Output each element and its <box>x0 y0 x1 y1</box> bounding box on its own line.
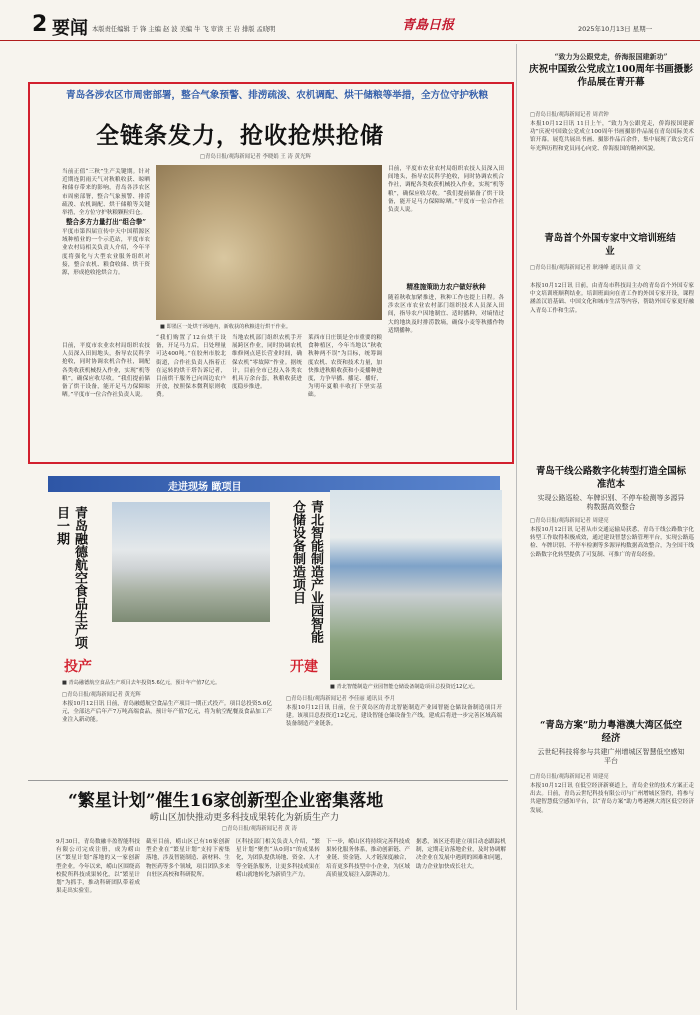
sidebar-a4-subhead: 云世纪科技将参与共建广州增城区智慧低空感知平台 <box>537 748 685 765</box>
project-left-photo <box>112 502 270 622</box>
newspaper-logo: 青島日报 <box>402 18 455 33</box>
feature-banner-label: 走进现场 瞰项目 <box>168 482 242 493</box>
lead-col-1: 当前正值“三秋”生产关键期。针对近期连阴雨天气对秋粮收获、晾晒和储存带来的影响，青岛各涉农区市周密部署，整合气象预警、排涝疏浚、农机调配、烘干储粮等关键举措，全方位守护秋粮颗粒归仓。 <box>62 169 150 217</box>
sidebar-a4-text: 本报10月12日讯 在低空经济新赛道上，青岛企业的技术方案正走出去。日前，青岛云世纪科技有限公司与广州增城区签约，将参与共建智慧低空感知平台，以“青岛方案”助力粤港澳大湾区低空经济发展。 <box>530 783 694 814</box>
sidebar-a4-byline: □青岛日报/观海新闻记者 周建亮 <box>530 774 609 780</box>
bottom-headline: “繁星计划”催生16家创新型企业密集落地 <box>68 791 384 811</box>
editor-credits: 本版责任编辑 于 锋 主编 赵 波 美编 牛 飞 审读 王 岩 排版 孟晓明 <box>92 26 276 33</box>
sidebar-a3-subhead: 实现公路巡检、车牌识别、不停车检测等多源异构数据高效整合 <box>537 494 685 511</box>
lead-headline: 全链条发力，抢收抢烘抢储 <box>96 122 384 149</box>
sidebar-rule <box>516 44 517 1010</box>
bottom-col-1: 9月30日，青岛数融丰盈智能科技有限公司完成注册，成为崂山区“繁星计划”落地的又一家创新型企业。今年以来，崂山区围绕高校院所科技成果转化，以“繁星计划”为抓手，推动科研团队带着成果走出实验室。 <box>56 839 140 895</box>
lead-subhead-2: 精准施策助力农户做好秋种 <box>406 283 486 291</box>
page-number: 2 <box>32 12 48 37</box>
project-right-photo <box>330 490 502 680</box>
bottom-divider <box>28 780 508 781</box>
lead-col-4: 莱西市日庄镇是全市重要的粮食种植区，今年当地以“秋收秋种两不误”为目标，统筹调度农机、农资和技术力量，加快推进秋粮收获和小麦播种进度，力争早播、播足、播好，为明年夏粮丰收打下坚实基础。 <box>308 335 382 399</box>
project-right-byline: □青岛日报/观海新闻记者 李佳丽 通讯员 李月 <box>286 696 396 702</box>
sidebar-a2-byline: □青岛日报/观海新闻记者 耿翊峰 通讯员 薛 文 <box>530 265 641 271</box>
project-right-caption: ■ 青北智能制造产业园智能仓储设备制造项目总投资近12亿元。 <box>330 684 479 690</box>
lead-col-3: 当地农机部门组织农机手开展跨区作业，同时协调农机维修网点延长营业时间，确保农机“零故障”作业。据统计，目前全市已投入各类农机具万余台套，秋粮收获进度稳步推进。 <box>232 335 302 391</box>
bottom-byline: □青岛日报/观海新闻记者 黄 涛 <box>222 826 298 832</box>
lead-photo-caption: ■ 即墨区一处烘干场地内，新收获的秋粮进行烘干作业。 <box>160 324 292 330</box>
project-right-title: 青北智能制造产业园智能仓储设备制造项目 <box>290 500 323 643</box>
lead-byline: □青岛日报/观海新闻记者 李晓娟 王 涛 黄光辉 <box>200 154 311 160</box>
bottom-col-2: 截至目前，崂山区已有16家创新型企业在“繁星计划”支持下密集落地，涉及智能制造、新材料、生物医药等多个领域，项目团队多来自驻区高校和科研院所。 <box>146 839 230 878</box>
project-left-byline: □青岛日报/观海新闻记者 黄光辉 <box>62 692 141 698</box>
lead-kicker: 青岛各涉农区市周密部署，整合气象预警、排涝疏浚、农机调配、烘干储粮等举措，全方位守护秋粮 <box>66 90 489 101</box>
bottom-col-5: 据悉，该区还将建立项目动态跟踪机制，定期走访落地企业，及时协调解决企业在发展中遇到的困难和问题，助力企业加快成长壮大。 <box>416 839 506 870</box>
sidebar-a2-headline: 青岛首个外国专家中文培训班结业 <box>544 233 676 257</box>
lead-col-6: 随着秋收加紧推进，秋种工作也提上日程。各涉农区市农业农村部门组织技术人员深入田间，指导农户因地制宜、适时播种，对墒情过大的地块及时排涝散墒，确保小麦等秋播作物适期播种。 <box>388 295 504 334</box>
project-right-text: 本报10月12日讯 日前，位于黄岛区的青北智能制造产业园智能仓储设备制造项目开建。该项目总投资近12亿元，建设智能仓储设备生产线，建成后将进一步完善区域高端装备制造产业链条。 <box>286 705 502 728</box>
sidebar-a3-byline: □青岛日报/观海新闻记者 周建亮 <box>530 518 609 524</box>
project-left-title: 青岛融德航空食品生产项目一期 <box>54 506 87 649</box>
lead-col-2: “我们购置了12台烘干设备，开足马力后，日处理量可达400吨。”在胶州市胶北街道，合作社负责人指着正在运转的烘干塔告诉记者，目前烘干服务已向周边农户开放，按照保本微利原则收费。 <box>156 335 226 399</box>
sidebar-a2-text: 本报10月12日讯 日前，由青岛市科技局主办的青岛首个外国专家中文培训班顺利结业。培训班面向在青工作的外国专家开设，课程涵盖汉语基础、中国文化和城市生活等内容，帮助外国专家更好融入青岛工作和生活。 <box>530 283 694 314</box>
project-left-text: 本报10月12日讯 日前，青岛融德航空食品生产项目一期正式投产。项目总投资5.6亿元，全部达产后年产7万吨高端食品，预计年产值7亿元，将为航空配餐及食品加工产业注入新动能。 <box>62 701 272 724</box>
bottom-subhead: 崂山区加快推动更多科技成果转化为新质生产力 <box>150 813 340 823</box>
bottom-col-4: 下一步，崂山区将持续完善科技成果转化服务体系，推动创新链、产业链、资金链、人才链深度融合，培育更多科技型中小企业，为区域高质量发展注入澎湃动力。 <box>326 839 410 878</box>
sidebar-a1-text: 本报10月12日讯 11日上午，“致力为公跟党走，侨海报国建新功”庆祝中国致公党成立100周年书画摄影作品展在青岛国际美术馆开幕。展览共展出书画、摄影作品百余件，集中展现了致公党百年光辉历程和党员同心向党、侨海报国的精神风貌。 <box>530 121 694 152</box>
sidebar-a3-text: 本报10月12日讯 记者从市交通运输局获悉，青岛干线公路数字化转型工作取得积极成效，通过建设智慧公路管理平台，实现公路巡检、车牌识别、不停车检测等多源异构数据高效整合，为全国干线公路数字化转型提供了可复制、可推广的青岛经验。 <box>530 527 694 558</box>
lead-col-1b: 平度市第四届宣传中天中国稻源区域种植业的一个示范站，平度市农业农村局相关负责人介绍，今年平度将强化与大型农业服务组织对接，整合农机、粮食收储、烘干资源，形成抢收抢烘合力。 <box>62 229 150 277</box>
project-left-caption: ■ 青岛融德航空食品生产项目去年投资5.6亿元，预计年产值7亿元。 <box>62 680 221 686</box>
sidebar-a3-headline: 青岛干线公路数字化转型打造全国标准范本 <box>536 466 687 490</box>
project-right-tag: 开建 <box>290 659 318 675</box>
sidebar-a4-kicker: “青岛方案”助力粤港澳大湾区低空经济 <box>539 720 683 744</box>
masthead <box>0 0 700 41</box>
lead-col-5: 目前，平度市农业农村局组织农技人员深入田间地头，指导农民科学抢收，同时协调农机合作社，调配各类收获机械投入作业，实现“机等粮”，确保应收尽收。“我们提前储备了烘干设备，能开足马力保障晾晒。”平度市一位合作社负责人说。 <box>388 166 504 214</box>
lead-subhead-1: 整合多方力量打出“组合拳” <box>65 218 147 226</box>
lead-photo <box>156 165 382 320</box>
project-left-tag: 投产 <box>64 659 92 675</box>
sidebar-a1-byline: □青岛日报/观海新闻记者 周君钟 <box>530 112 609 118</box>
bottom-col-3: 区科技部门相关负责人介绍，“繁星计划”聚焦“从0到1”的成果转化，为团队提供场地、资金、人才等全链条服务，让更多科技成果在崂山就地转化为新质生产力。 <box>236 839 320 878</box>
sidebar-a1-headline: 庆祝中国致公党成立100周年书画摄影作品展在青开幕 <box>529 64 693 88</box>
section-name: 要闻 <box>52 18 88 39</box>
lead-col-1c: 目前，平度市农业农村局组织农技人员深入田间地头，指导农民科学抢收，同时协调农机合作社，调配各类收获机械投入作业，实现“机等粮”，确保应收尽收。“我们提前储备了烘干设备，能开足马力保障晾晒。”平度市一位合作社负责人说。 <box>62 343 150 399</box>
issue-date: 2025年10月13日 星期一 <box>578 25 653 33</box>
sidebar-a1-kicker: “致力为公跟党走，侨海报国建新功” <box>554 52 668 61</box>
